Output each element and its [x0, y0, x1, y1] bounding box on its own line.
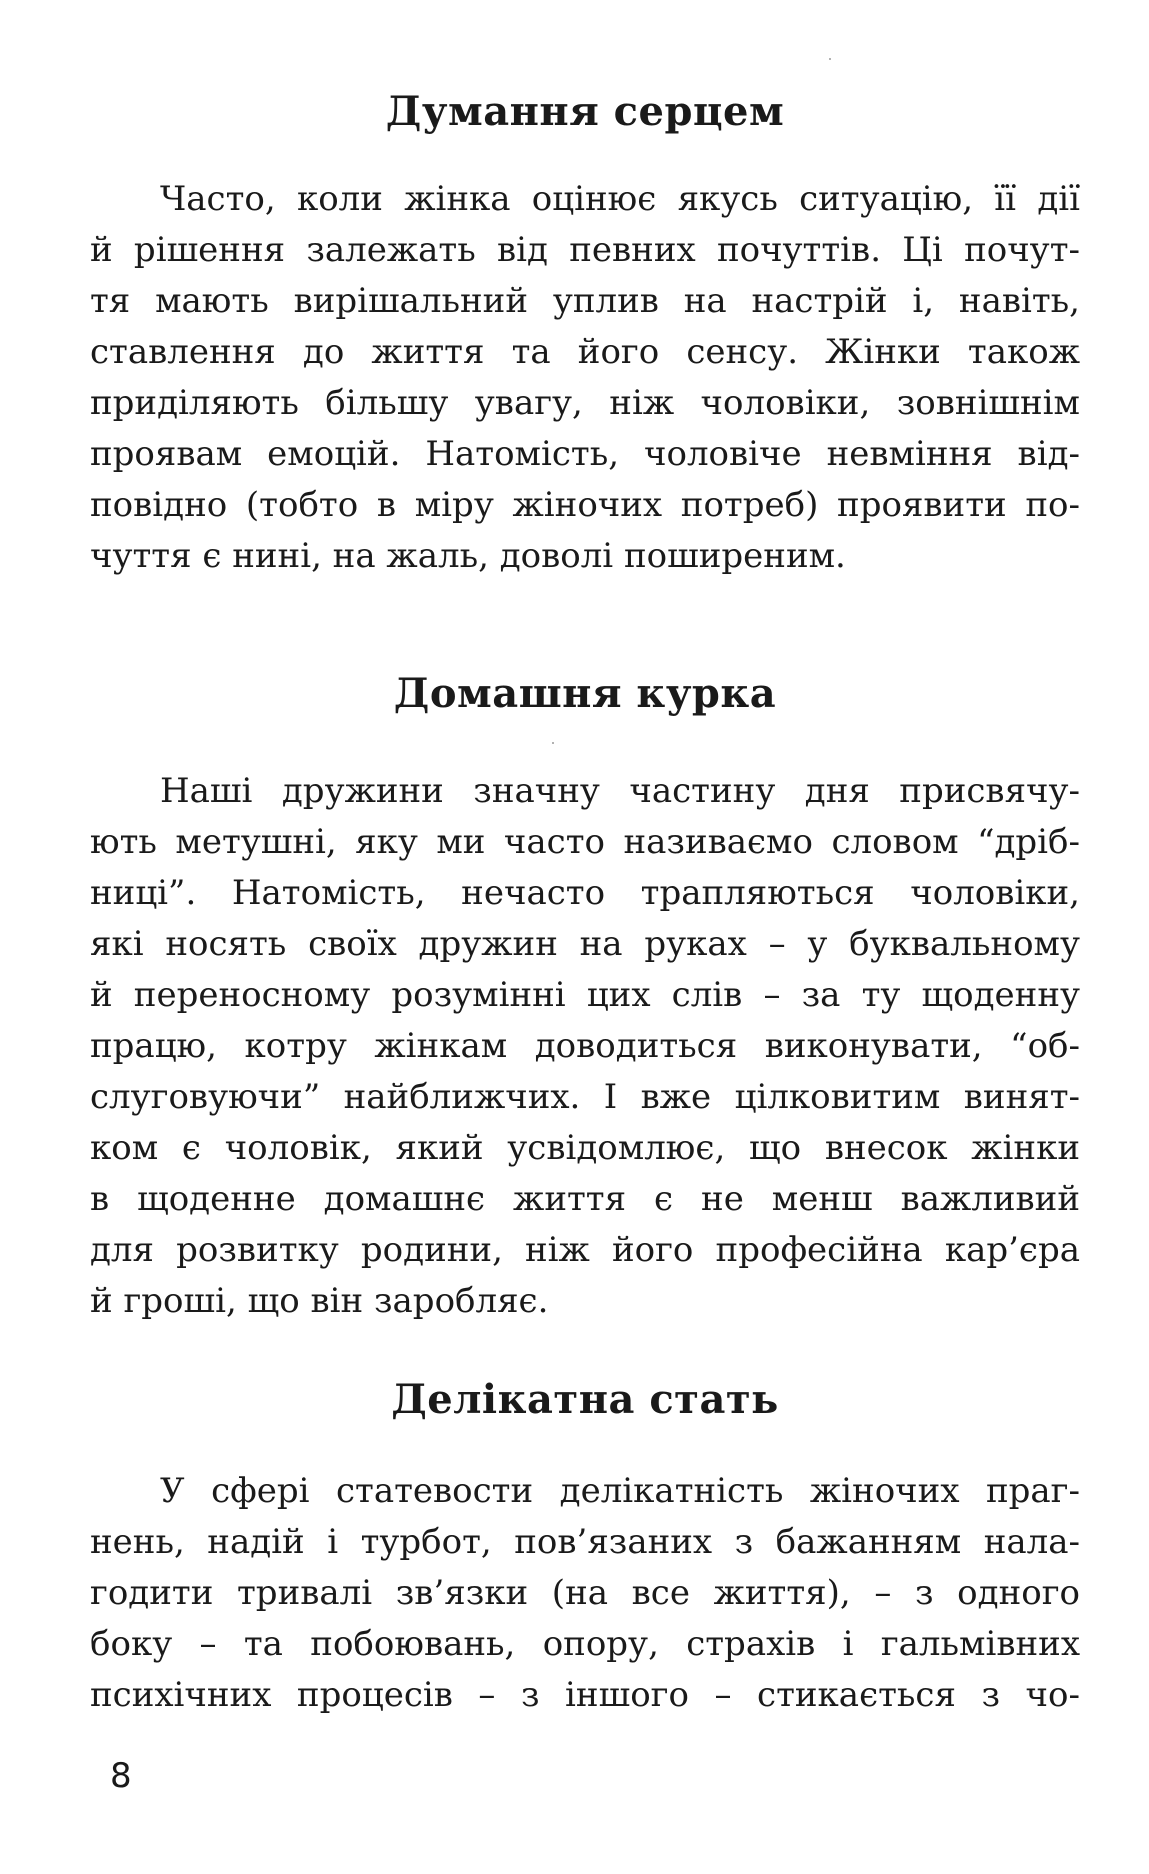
text-line: ставлення до життя та його сенсу. Жінки також [90, 332, 1080, 372]
section-paragraph [90, 766, 1080, 1327]
section-paragraph [90, 174, 1080, 582]
text-line: боку – та побоювань, опору, страхів і гальмівних [90, 1624, 1080, 1664]
text-line: повідно (тобто в міру жіночих потреб) проявити по- [90, 485, 1080, 525]
section-thinking-with-heart [90, 84, 1080, 582]
text-line: слуговуючи” найближчих. І вже цілковитим винят- [90, 1077, 1080, 1117]
section-delicate-sex [90, 1372, 1080, 1721]
page-number: 8 [110, 1756, 132, 1796]
text-line: психічних процесів – з іншого – стикається з чо- [90, 1675, 1080, 1715]
text-line: й переносному розумінні цих слів – за ту щоденну [90, 975, 1080, 1015]
text-line: для розвитку родини, ніж його професійна кар’єра [90, 1230, 1080, 1270]
text-line: ють метушні, яку ми часто називаємо словом “дріб- [90, 822, 1080, 862]
section-heading: Домашня курка [393, 670, 777, 717]
text-line: чуття є нині, на жаль, доволі поширеним. [90, 536, 846, 576]
section-paragraph [90, 1466, 1080, 1721]
section-heading: Делікатна стать [391, 1376, 779, 1423]
text-line: в щоденне домашнє життя є не менш важливий [90, 1179, 1080, 1219]
text-line: ком є чоловік, який усвідомлює, що внесок жінки [90, 1128, 1080, 1168]
text-line: ниці”. Натомість, нечасто трапляються чоловіки, [90, 873, 1080, 913]
text-line: Наші дружини значну частину дня присвячу- [160, 771, 1080, 811]
text-line: Часто, коли жінка оцінює якусь ситуацію, її дії [160, 179, 1080, 219]
section-heading: Думання серцем [385, 88, 785, 135]
text-line: проявам емоцій. Натомість, чоловіче невміння від- [90, 434, 1080, 474]
text-line: тя мають вирішальний уплив на настрій і, навіть, [90, 281, 1080, 321]
section-domestic-hen [90, 666, 1080, 1327]
text-line: які носять своїх дружин на руках – у буквальному [90, 924, 1080, 964]
text-line: У сфері статевости делікатність жіночих праг- [160, 1471, 1080, 1511]
print-speck [552, 742, 554, 744]
print-speck [829, 58, 831, 60]
text-line: й рішення залежать від певних почуттів. Ці почут- [90, 230, 1080, 270]
text-line: годити тривалі зв’язки (на все життя), – з одного [90, 1573, 1080, 1613]
text-line: приділяють більшу увагу, ніж чоловіки, зовнішнім [90, 383, 1080, 423]
text-line: працю, котру жінкам доводиться виконувати, “об- [90, 1026, 1080, 1066]
text-line: й гроші, що він заробляє. [90, 1281, 549, 1321]
text-line: нень, надій і турбот, пов’язаних з бажанням нала- [90, 1522, 1080, 1562]
